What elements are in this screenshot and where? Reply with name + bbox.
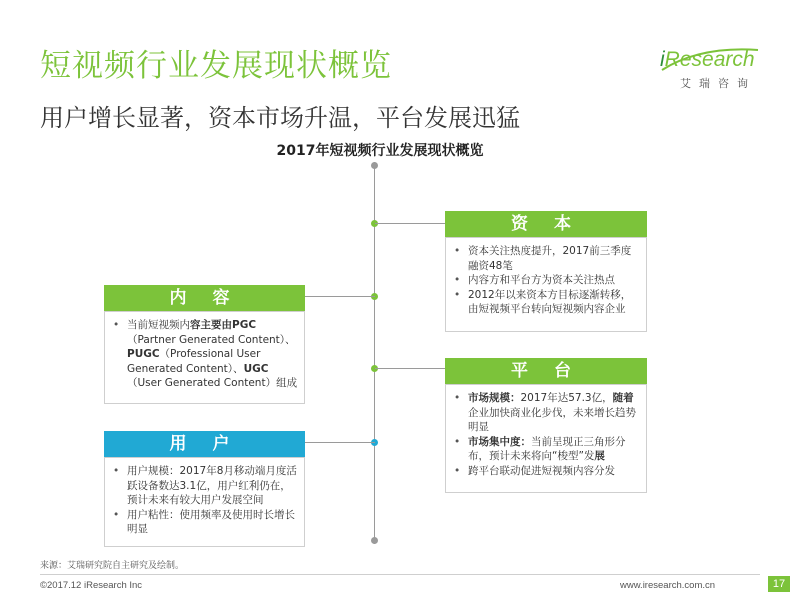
website-link[interactable]: www.iresearch.com.cn xyxy=(620,580,716,591)
platform-heading: 平 台 xyxy=(445,358,647,384)
logo-wordmark: iResearch xyxy=(660,48,755,71)
page-subtitle: 用户增长显著，资本市场升温，平台发展迅猛 xyxy=(40,104,520,132)
connector-users xyxy=(305,442,375,443)
capital-item: • 内容方和平台方为资本关注热点 xyxy=(446,273,640,288)
source-note: 来源：艾瑞研究院自主研究及绘制。 xyxy=(40,561,185,571)
iresearch-logo xyxy=(660,48,760,88)
platform-item: • 市场集中度：当前呈现正三角形分布，预计未来将向“梭型”发展 xyxy=(446,435,640,464)
axis-top-marker xyxy=(371,162,378,169)
users-item: • 用户规模：2017年8月移动端月度活跃设备数达3.1亿，用户红利仍在，预计未来有较大用户发展空间 xyxy=(105,464,298,508)
connector-capital xyxy=(375,223,445,224)
footer-divider xyxy=(40,574,760,575)
content-item: • 当前短视频内容主要由PGC（Partner Generated Content）、PUGC（Professional User Generated Content）、UGC（User Generated Content）组成 xyxy=(105,318,298,391)
platform-item: • 市场规模：2017年达57.3亿，随着企业加快商业化步伐，未来增长趋势明显 xyxy=(446,391,640,435)
platform-card xyxy=(445,358,647,493)
platform-body xyxy=(445,384,647,493)
capital-body xyxy=(445,237,647,332)
content-body xyxy=(104,311,305,404)
connector-platform xyxy=(375,368,445,369)
capital-item: • 资本关注热度提升，2017前三季度融资48笔 xyxy=(446,244,640,273)
users-body xyxy=(104,457,305,547)
logo-chinese-name: 艾瑞咨询 xyxy=(680,77,756,90)
capital-card xyxy=(445,211,647,332)
content-heading: 内 容 xyxy=(104,285,305,311)
diagram-title: 2017年短视频行业发展现状概览 xyxy=(276,143,484,159)
users-heading: 用 户 xyxy=(104,431,305,457)
content-card xyxy=(104,285,305,404)
page-number: 17 xyxy=(768,576,790,592)
copyright-text: ©2017.12 iResearch Inc xyxy=(40,580,143,591)
page-title: 短视频行业发展现状概览 xyxy=(40,48,392,84)
capital-heading: 资 本 xyxy=(445,211,647,237)
connector-content xyxy=(305,296,375,297)
platform-item: • 跨平台联动促进短视频内容分发 xyxy=(446,464,640,479)
capital-item: • 2012年以来资本方目标逐渐转移，由短视频平台转向短视频内容企业 xyxy=(446,288,640,317)
users-card xyxy=(104,431,305,547)
axis-bottom-marker xyxy=(371,537,378,544)
users-item: • 用户粘性：使用频率及使用时长增长明显 xyxy=(105,508,298,537)
